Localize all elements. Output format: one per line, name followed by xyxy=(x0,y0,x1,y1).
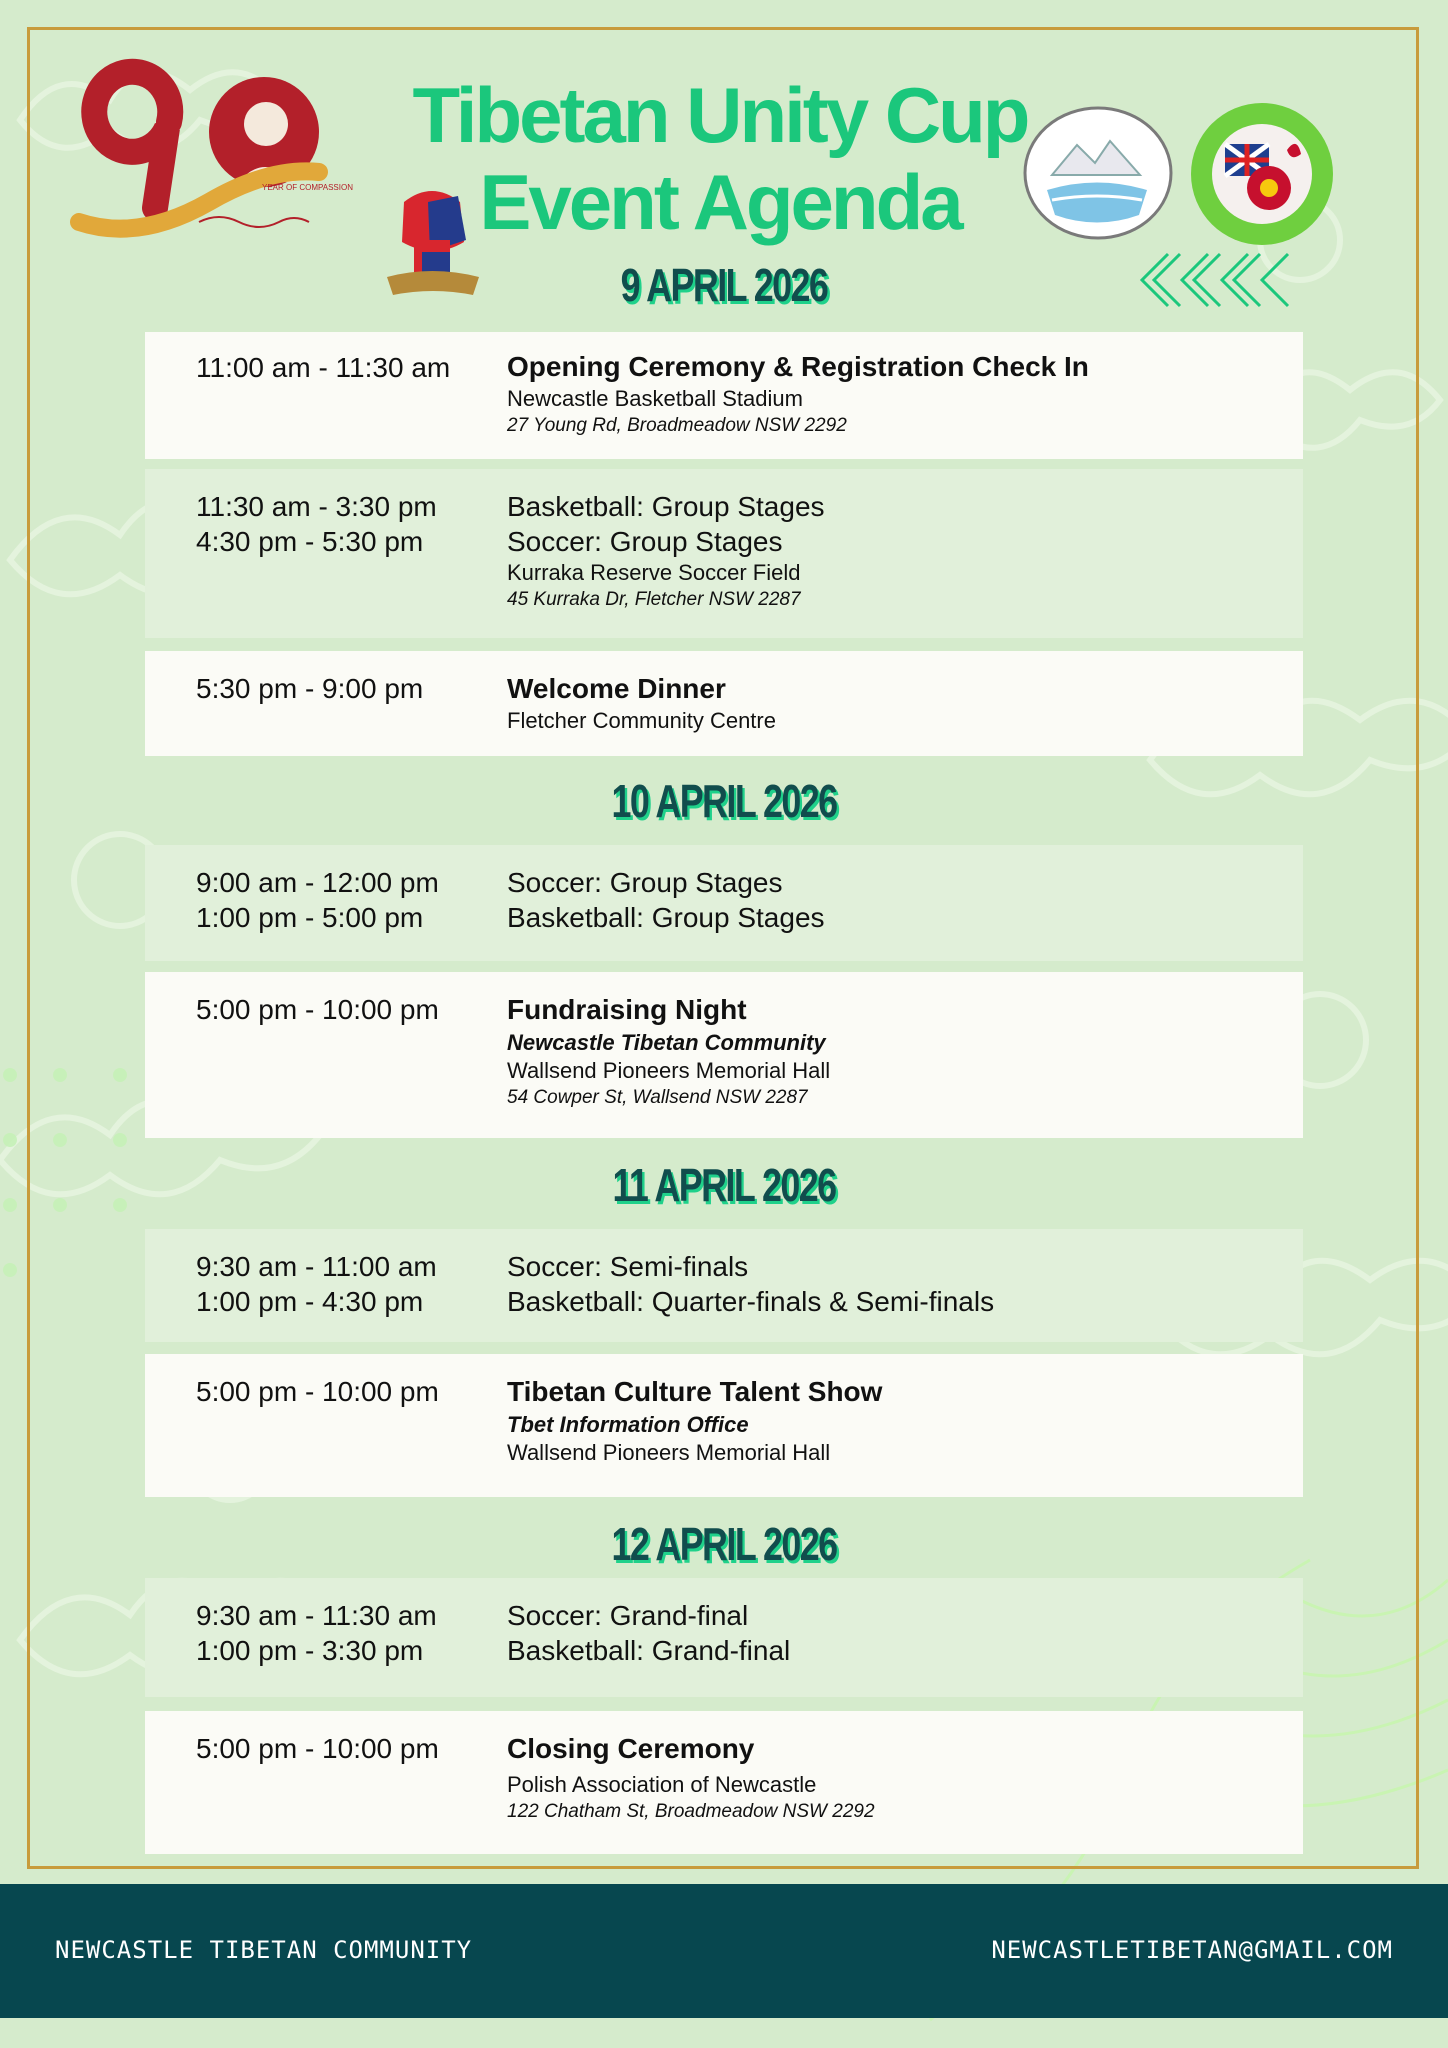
agenda-row xyxy=(145,1711,1303,1854)
event-address: 27 Young Rd, Broadmeadow NSW 2292 xyxy=(507,415,847,436)
event-line: Soccer: Semi-finals xyxy=(507,1251,749,1282)
agenda-row xyxy=(145,1578,1303,1697)
event-time: 1:00 pm - 4:30 pm xyxy=(196,1286,424,1317)
event-line: Basketball: Quarter-finals & Semi-finals xyxy=(507,1286,995,1317)
page-title-line-1: Tibetan Unity Cup xyxy=(412,71,1028,159)
agenda-row xyxy=(145,972,1303,1138)
date-heading: 11 APRIL 2026 xyxy=(612,1159,836,1211)
event-line: Basketball: Group Stages xyxy=(507,902,825,933)
event-time: 11:30 am - 3:30 pm xyxy=(196,491,437,522)
event-time: 1:00 pm - 5:00 pm xyxy=(196,902,424,933)
chevron-left-arrows-icon xyxy=(1138,250,1298,310)
agenda-row xyxy=(145,332,1303,459)
event-time: 4:30 pm - 5:30 pm xyxy=(196,526,424,557)
event-title: Opening Ceremony & Registration Check In xyxy=(507,351,1089,382)
event-title: Fundraising Night xyxy=(507,994,747,1025)
event-organizer: Newcastle Tibetan Community xyxy=(507,1030,826,1055)
event-address: 122 Chatham St, Broadmeadow NSW 2292 xyxy=(507,1801,875,1822)
event-time: 9:00 am - 12:00 pm xyxy=(196,867,439,898)
event-time: 5:00 pm - 10:00 pm xyxy=(196,1733,439,1764)
event-time: 5:00 pm - 10:00 pm xyxy=(196,994,439,1025)
event-venue: Wallsend Pioneers Memorial Hall xyxy=(507,1058,831,1083)
event-line: Basketball: Group Stages xyxy=(507,491,825,522)
event-title: Welcome Dinner xyxy=(507,673,726,704)
event-organizer: Tbet Information Office xyxy=(507,1412,749,1437)
agenda-row xyxy=(145,1354,1303,1497)
footer-organization: NEWCASTLE TIBETAN COMMUNITY xyxy=(55,1936,473,1964)
agenda-row xyxy=(145,845,1303,961)
event-time: 5:00 pm - 10:00 pm xyxy=(196,1376,439,1407)
event-time: 9:30 am - 11:00 am xyxy=(196,1251,437,1282)
australian-tibetan-community-association-seal xyxy=(1022,105,1174,241)
event-title: Tibetan Culture Talent Show xyxy=(507,1376,883,1407)
event-time: 11:00 am - 11:30 am xyxy=(196,352,451,383)
agenda-row xyxy=(145,1229,1303,1342)
event-venue: Wallsend Pioneers Memorial Hall xyxy=(507,1440,831,1465)
page-title-line-2: Event Agenda xyxy=(479,158,961,246)
svg-text:YEAR OF COMPASSION: YEAR OF COMPASSION xyxy=(262,183,353,192)
event-line: Soccer: Grand-final xyxy=(507,1600,749,1631)
event-venue: Newcastle Basketball Stadium xyxy=(507,386,803,411)
event-time: 5:30 pm - 9:00 pm xyxy=(196,673,424,704)
event-venue: Fletcher Community Centre xyxy=(507,708,776,733)
dalai-lama-90-logo xyxy=(74,62,353,237)
date-heading: 9 APRIL 2026 xyxy=(620,259,828,311)
event-title: Closing Ceremony xyxy=(507,1733,755,1764)
footer-bar xyxy=(0,1884,1448,2018)
event-line: Soccer: Group Stages xyxy=(507,526,783,557)
date-heading: 12 APRIL 2026 xyxy=(611,1518,837,1570)
agenda-row xyxy=(145,651,1303,756)
event-address: 54 Cowper St, Wallsend NSW 2287 xyxy=(507,1087,808,1108)
event-address: 45 Kurraka Dr, Fletcher NSW 2287 xyxy=(507,589,801,610)
date-heading: 10 APRIL 2026 xyxy=(611,775,837,827)
footer-email-link[interactable]: NEWCASTLETIBETAN@GMAIL.COM xyxy=(991,1936,1393,1964)
event-venue: Kurraka Reserve Soccer Field xyxy=(507,560,801,585)
event-venue: Polish Association of Newcastle xyxy=(507,1772,817,1797)
event-time: 1:00 pm - 3:30 pm xyxy=(196,1635,424,1666)
tibetan-community-of-newcastle-seal xyxy=(1187,100,1337,248)
event-time: 9:30 am - 11:30 am xyxy=(196,1600,437,1631)
event-line: Soccer: Group Stages xyxy=(507,867,783,898)
agenda-row xyxy=(145,469,1303,638)
event-line: Basketball: Grand-final xyxy=(507,1635,791,1666)
